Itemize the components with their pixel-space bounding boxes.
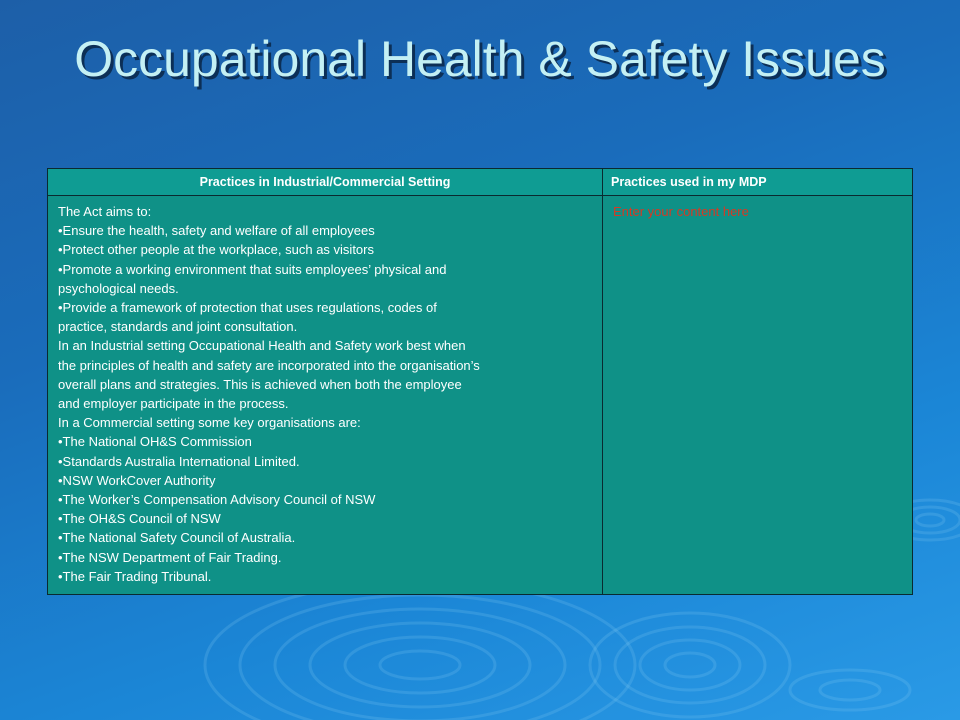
cell-line: •The National Safety Council of Australia. xyxy=(58,530,296,546)
cell-line: the principles of health and safety are incorporated into the organisation’s xyxy=(58,357,480,373)
header-mdp-practices: Practices used in my MDP xyxy=(603,169,913,196)
cell-line: and employer participate in the process. xyxy=(58,396,289,412)
cell-line: •Protect other people at the workplace, such as visitors xyxy=(58,242,374,258)
cell-line: psychological needs. xyxy=(58,280,179,296)
content-placeholder[interactable]: Enter your content here xyxy=(613,204,749,219)
cell-line: •The Fair Trading Tribunal. xyxy=(58,568,212,584)
table-row xyxy=(48,196,913,595)
cell-line: •The OH&S Council of NSW xyxy=(58,511,221,527)
mdp-practices-cell[interactable] xyxy=(603,196,913,595)
cell-line: In an Industrial setting Occupational Health and Safety work best when xyxy=(58,338,466,354)
practices-table xyxy=(47,168,913,595)
cell-line: In a Commercial setting some key organisations are: xyxy=(58,415,361,431)
cell-line: •Provide a framework of protection that uses regulations, codes of xyxy=(58,300,437,316)
cell-line: •Standards Australia International Limited. xyxy=(58,453,300,469)
header-industrial-practices: Practices in Industrial/Commercial Setting xyxy=(48,169,603,196)
cell-line: The Act aims to: xyxy=(58,204,152,219)
cell-line: •NSW WorkCover Authority xyxy=(58,472,216,488)
slide-title: Occupational Health & Safety Issues xyxy=(74,31,886,87)
cell-line: •The Worker’s Compensation Advisory Council of NSW xyxy=(58,492,376,508)
cell-line: •Promote a working environment that suits employees’ physical and xyxy=(58,261,447,277)
cell-line: •Ensure the health, safety and welfare of all employees xyxy=(58,223,375,239)
table-header-row xyxy=(48,169,913,196)
cell-line: practice, standards and joint consultation. xyxy=(58,319,298,335)
cell-line: overall plans and strategies. This is achieved when both the employee xyxy=(58,376,462,392)
industrial-practices-cell[interactable] xyxy=(48,196,603,595)
cell-line: •The NSW Department of Fair Trading. xyxy=(58,549,282,565)
cell-line: •The National OH&S Commission xyxy=(58,434,252,450)
